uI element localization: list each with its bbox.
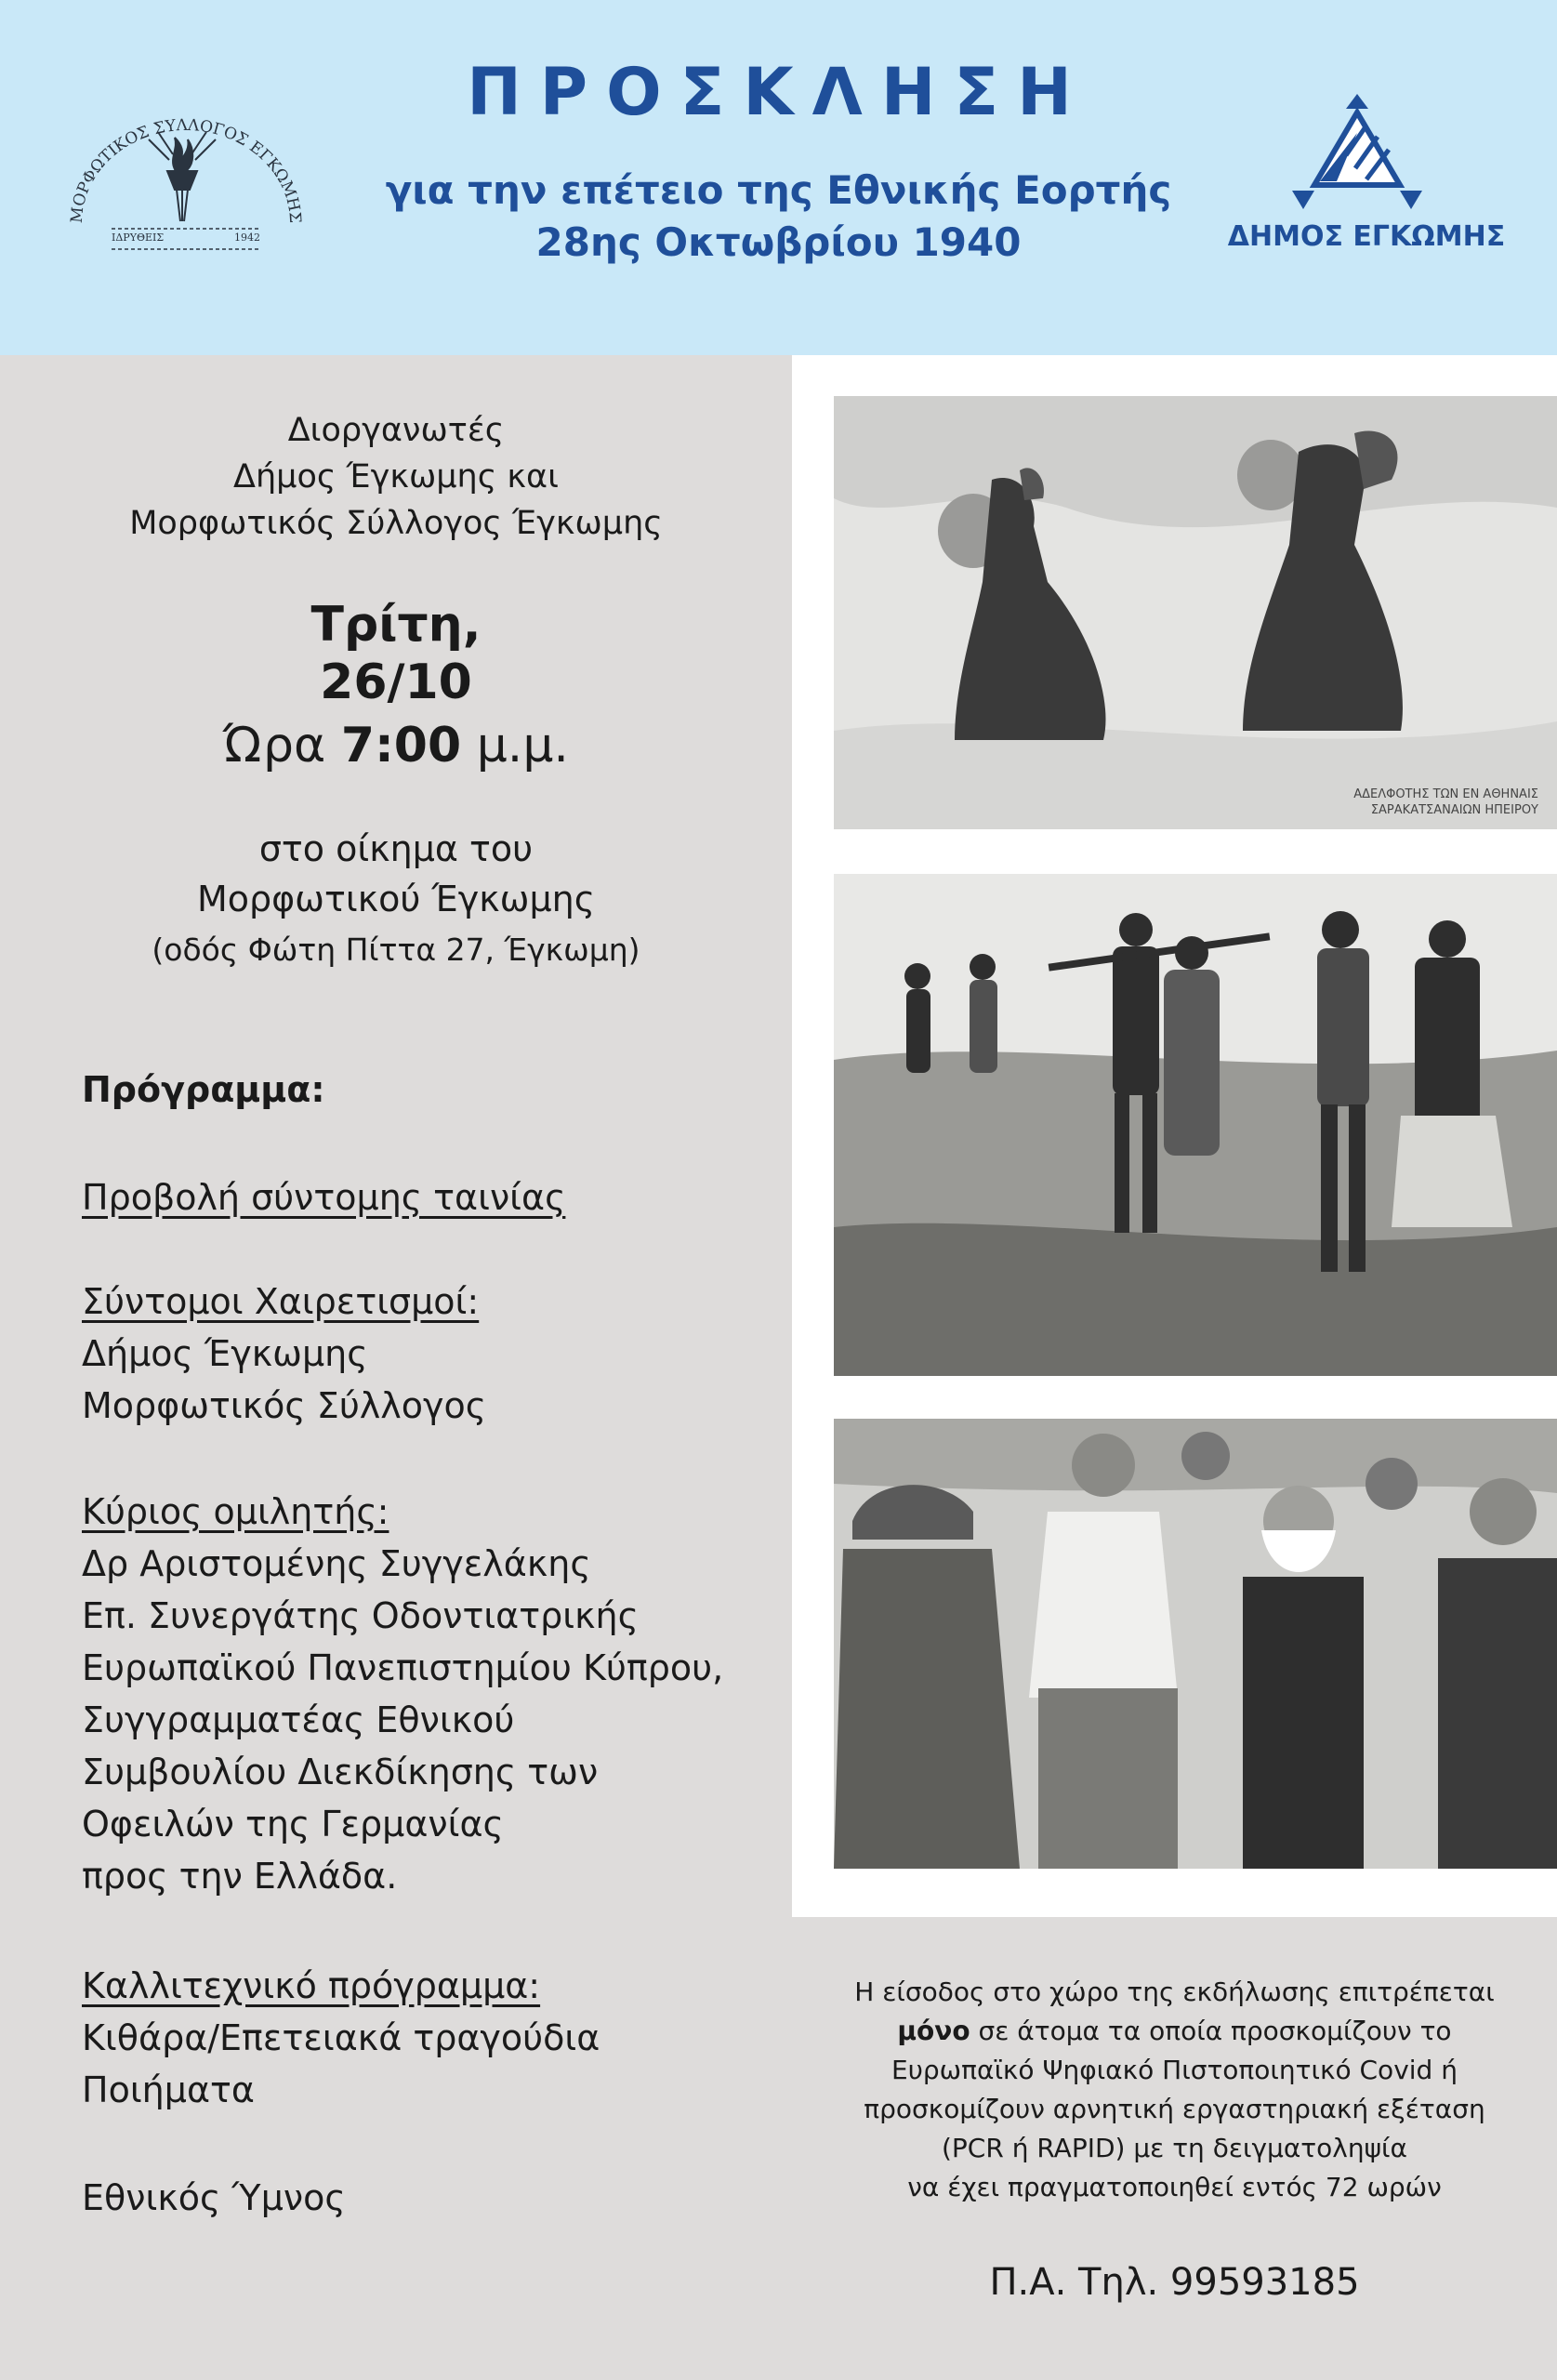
greetings-item: Δήμος Έγκωμης — [82, 1333, 368, 1374]
subtitle-line1: για την επέτειο της Εθνικής Εορτής — [385, 167, 1172, 213]
municipality-name: ΔΗΜΟΣ ΕΓΚΩΜΗΣ — [1227, 220, 1506, 253]
artistic-item: Κιθάρα/Επετειακά τραγούδια — [82, 2017, 600, 2058]
venue-address: (οδός Φώτη Πίττα 27, Έγκωμη) — [152, 932, 640, 968]
contact-phone[interactable]: Π.Α. Τηλ. 99593185 — [989, 2261, 1360, 2304]
greetings-item: Μορφωτικός Σύλλογος — [82, 1385, 487, 1426]
speaker-line: Οφειλών της Γερμανίας — [82, 1804, 504, 1844]
organizers-block — [0, 407, 792, 547]
artistic-item: Ποιήματα — [82, 2069, 255, 2110]
notice-line2-rest: σε άτομα τα οποία προσκομίζουν το — [970, 2016, 1452, 2046]
municipality-emblem-icon — [1218, 88, 1515, 218]
event-day: Τρίτη, — [310, 597, 482, 653]
program-film-text: Προβολή σύντομης ταινίας — [82, 1177, 566, 1218]
photo-women-carrying — [834, 396, 1557, 829]
greetings-block — [82, 1276, 770, 1432]
notice-line1: Η είσοδος στο χώρο της εκδήλωσης επιτρέπεται — [854, 1977, 1495, 2007]
page-title: ΠΡΟΣΚΛΗΣΗ — [467, 54, 1090, 130]
founded-year: 1942 — [234, 231, 260, 244]
time-suffix: μ.μ. — [476, 718, 569, 774]
time-value: 7:00 — [340, 718, 462, 774]
photo-credit-line2: ΣΑΡΑΚΑΤΣΑΝΑΙΩΝ ΗΠΕΙΡΟΥ — [1370, 803, 1538, 817]
photo-credit-line1: ΑΔΕΛΦΟΤΗΣ ΤΩΝ ΕΝ ΑΘΗΝΑΙΣ — [1353, 787, 1538, 801]
speaker-line: προς την Ελλάδα. — [82, 1856, 398, 1897]
time-prefix: Ώρα — [223, 718, 326, 774]
speaker-line: Επ. Συνεργάτης Οδοντιατρικής — [82, 1595, 639, 1636]
organizers-line2: Μορφωτικός Σύλλογος Έγκωμης — [129, 505, 663, 542]
speaker-block — [82, 1486, 770, 1902]
artistic-block — [82, 1960, 770, 2116]
venue-line1: στο οίκημα του — [258, 828, 534, 869]
notice-line4: προσκομίζουν αρνητική εργαστηριακή εξέταση — [864, 2094, 1485, 2124]
program-film — [82, 1171, 770, 1223]
notice-line3: Ευρωπαϊκό Ψηφιακό Πιστοποιητικό Covid ή — [891, 2055, 1458, 2085]
speaker-line: Συμβουλίου Διεκδίκησης των — [82, 1752, 599, 1792]
artistic-heading: Καλλιτεχνικό πρόγραμμα: — [82, 1965, 541, 2006]
event-date: 26/10 — [320, 654, 472, 710]
notice-line6: να έχει πραγματοποιηθεί εντός 72 ωρών — [907, 2172, 1442, 2202]
program-heading — [82, 1064, 770, 1116]
notice-line5: (PCR ή RAPID) με τη δειγματοληψία — [941, 2133, 1407, 2163]
municipality-logo — [1218, 88, 1515, 265]
program-heading-text: Πρόγραμμα: — [82, 1069, 325, 1110]
organizers-line1: Δήμος Έγκωμης και — [233, 458, 559, 496]
notice-line2 — [801, 2012, 1548, 2051]
speaker-heading: Κύριος ομιλητής: — [82, 1491, 389, 1532]
organizers-heading: Διοργανωτές — [287, 412, 505, 449]
venue-line2: Μορφωτικού Έγκωμης — [196, 879, 596, 919]
founded-label: ΙΔΡΥΘΕΙΣ — [112, 231, 165, 244]
speaker-line: Δρ Αριστομένης Συγγελάκης — [82, 1543, 591, 1584]
anthem: Εθνικός Ύμνος — [82, 2177, 346, 2218]
subtitle-line2: 28ης Οκτωβρίου 1940 — [535, 219, 1022, 265]
speaker-line: Ευρωπαϊκού Πανεπιστημίου Κύπρου, — [82, 1647, 724, 1688]
photo-villagers-soldier — [834, 1419, 1557, 1869]
covid-notice — [801, 1973, 1548, 2207]
notice-emphasis: μόνο — [897, 2016, 970, 2046]
photo-credit — [1353, 787, 1538, 818]
photo-dancing-partisans — [834, 874, 1557, 1376]
greetings-heading: Σύντομοι Χαιρετισμοί: — [82, 1281, 480, 1322]
association-arc-text: ΜΟΡΦΩΤΙΚΟΣ ΣΥΛΛΟΓΟΣ ΕΓΚΩΜΗΣ — [67, 115, 305, 224]
speaker-line: Συγγραμματέας Εθνικού — [82, 1699, 515, 1740]
event-time — [0, 716, 792, 775]
